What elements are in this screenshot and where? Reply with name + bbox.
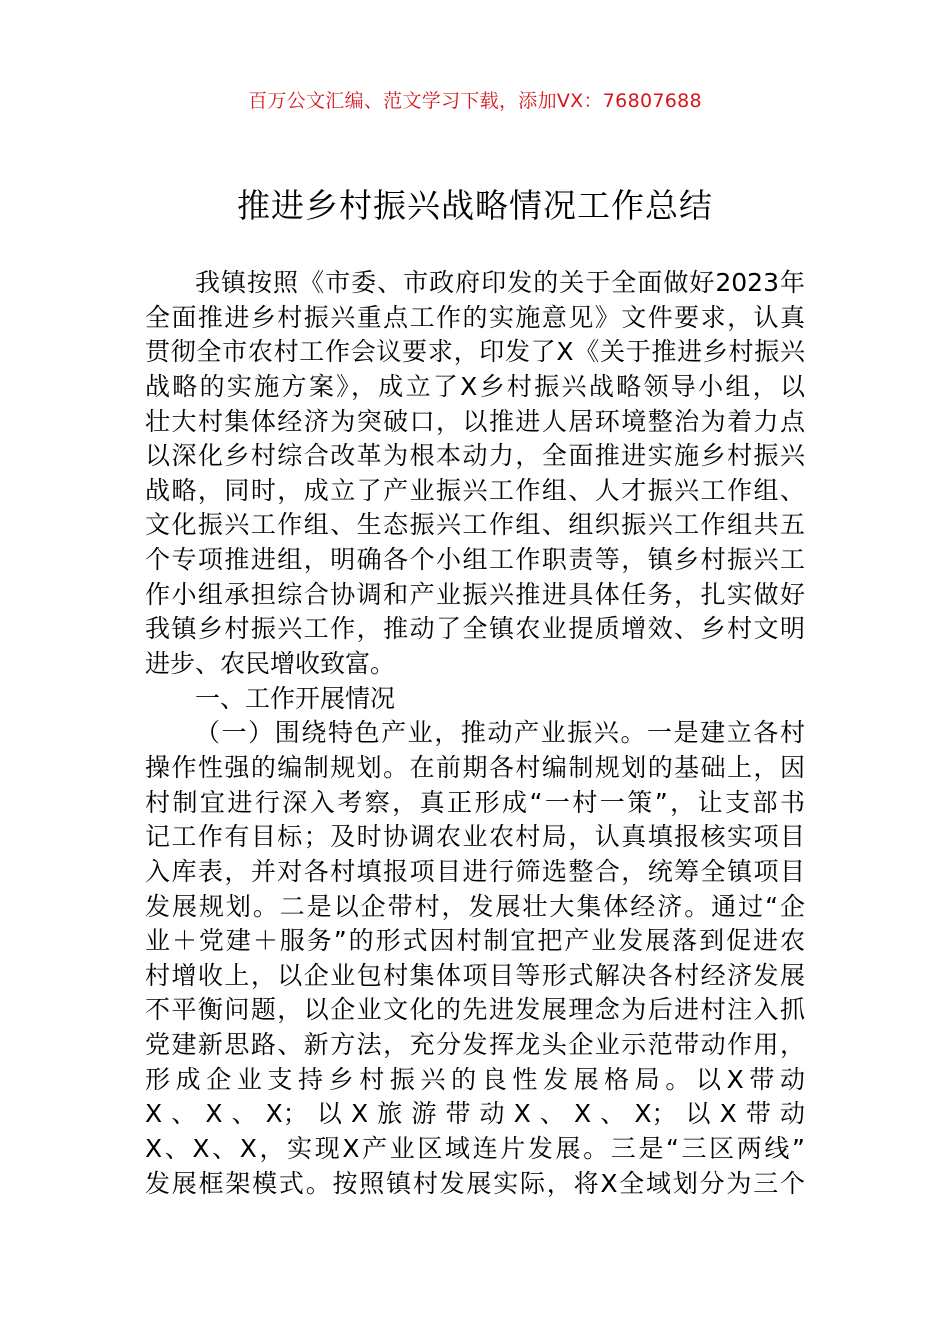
paragraph-line: 不平衡问题，以企业文化的先进发展理念为后进村注入抓 <box>145 995 805 1025</box>
paragraph-line: 战略，同时，成立了产业振兴工作组、人才振兴工作组、 <box>145 475 805 505</box>
paragraph-line: 发展框架模式。按照镇村发展实际，将X全域划分为三个 <box>145 1168 805 1198</box>
document-body <box>145 266 805 1201</box>
paragraph-line: 文化振兴工作组、生态振兴工作组、组织振兴工作组共五 <box>145 510 805 540</box>
paragraph-line: X、X、X；以X旅游带动X、X、X；以X带动 <box>145 1099 805 1129</box>
paragraph-line: 党建新思路、新方法，充分发挥龙头企业示范带动作用， <box>145 1030 805 1060</box>
paragraph-line: （一）围绕特色产业，推动产业振兴。一是建立各村 <box>195 718 805 748</box>
document-title: 推进乡村振兴战略情况工作总结 <box>237 186 713 225</box>
paragraph-line: 业＋党建＋服务”的形式因村制宜把产业发展落到促进农 <box>145 926 805 956</box>
paragraph-line: 以深化乡村综合改革为根本动力，全面推进实施乡村振兴 <box>145 441 805 471</box>
paragraph-line: 全面推进乡村振兴重点工作的实施意见》文件要求，认真 <box>145 302 805 332</box>
watermark-banner: 百万公文汇编、范文学习下载，添加VX：76807688 <box>248 90 702 112</box>
paragraph-line: 我镇按照《市委、市政府印发的关于全面做好2023年 <box>195 268 805 297</box>
section-heading: 一、工作开展情况 <box>195 683 396 713</box>
paragraph-line: 村制宜进行深入考察，真正形成“一村一策”，让支部书 <box>145 787 805 817</box>
paragraph-line: 进步、农民增收致富。 <box>145 649 396 679</box>
paragraph-line: 我镇乡村振兴工作，推动了全镇农业提质增效、乡村文明 <box>145 614 805 644</box>
paragraph-line: 作小组承担综合协调和产业振兴推进具体任务，扎实做好 <box>145 579 805 609</box>
paragraph-line: 壮大村集体经济为突破口，以推进人居环境整治为着力点 <box>145 406 805 436</box>
paragraph-line: 村增收上，以企业包村集体项目等形式解决各村经济发展 <box>145 960 805 990</box>
paragraph-line: 形成企业支持乡村振兴的良性发展格局。以X带动 <box>145 1064 805 1094</box>
paragraph-line: 入库表，并对各村填报项目进行筛选整合，统筹全镇项目 <box>145 856 805 886</box>
paragraph-line: 发展规划。二是以企带村，发展壮大集体经济。通过“企 <box>145 891 805 921</box>
paragraph-line: 记工作有目标；及时协调农业农村局，认真填报核实项目 <box>145 822 805 852</box>
paragraph-line: 个专项推进组，明确各个小组工作职责等，镇乡村振兴工 <box>145 545 805 575</box>
paragraph-line: 操作性强的编制规划。在前期各村编制规划的基础上，因 <box>145 752 805 782</box>
paragraph-line: 贯彻全市农村工作会议要求，印发了X《关于推进乡村振兴 <box>145 337 805 367</box>
paragraph-line: 战略的实施方案》，成立了X乡村振兴战略领导小组，以 <box>145 371 805 401</box>
paragraph-line: X、X、X，实现X产业区域连片发展。三是“三区两线” <box>145 1134 805 1164</box>
